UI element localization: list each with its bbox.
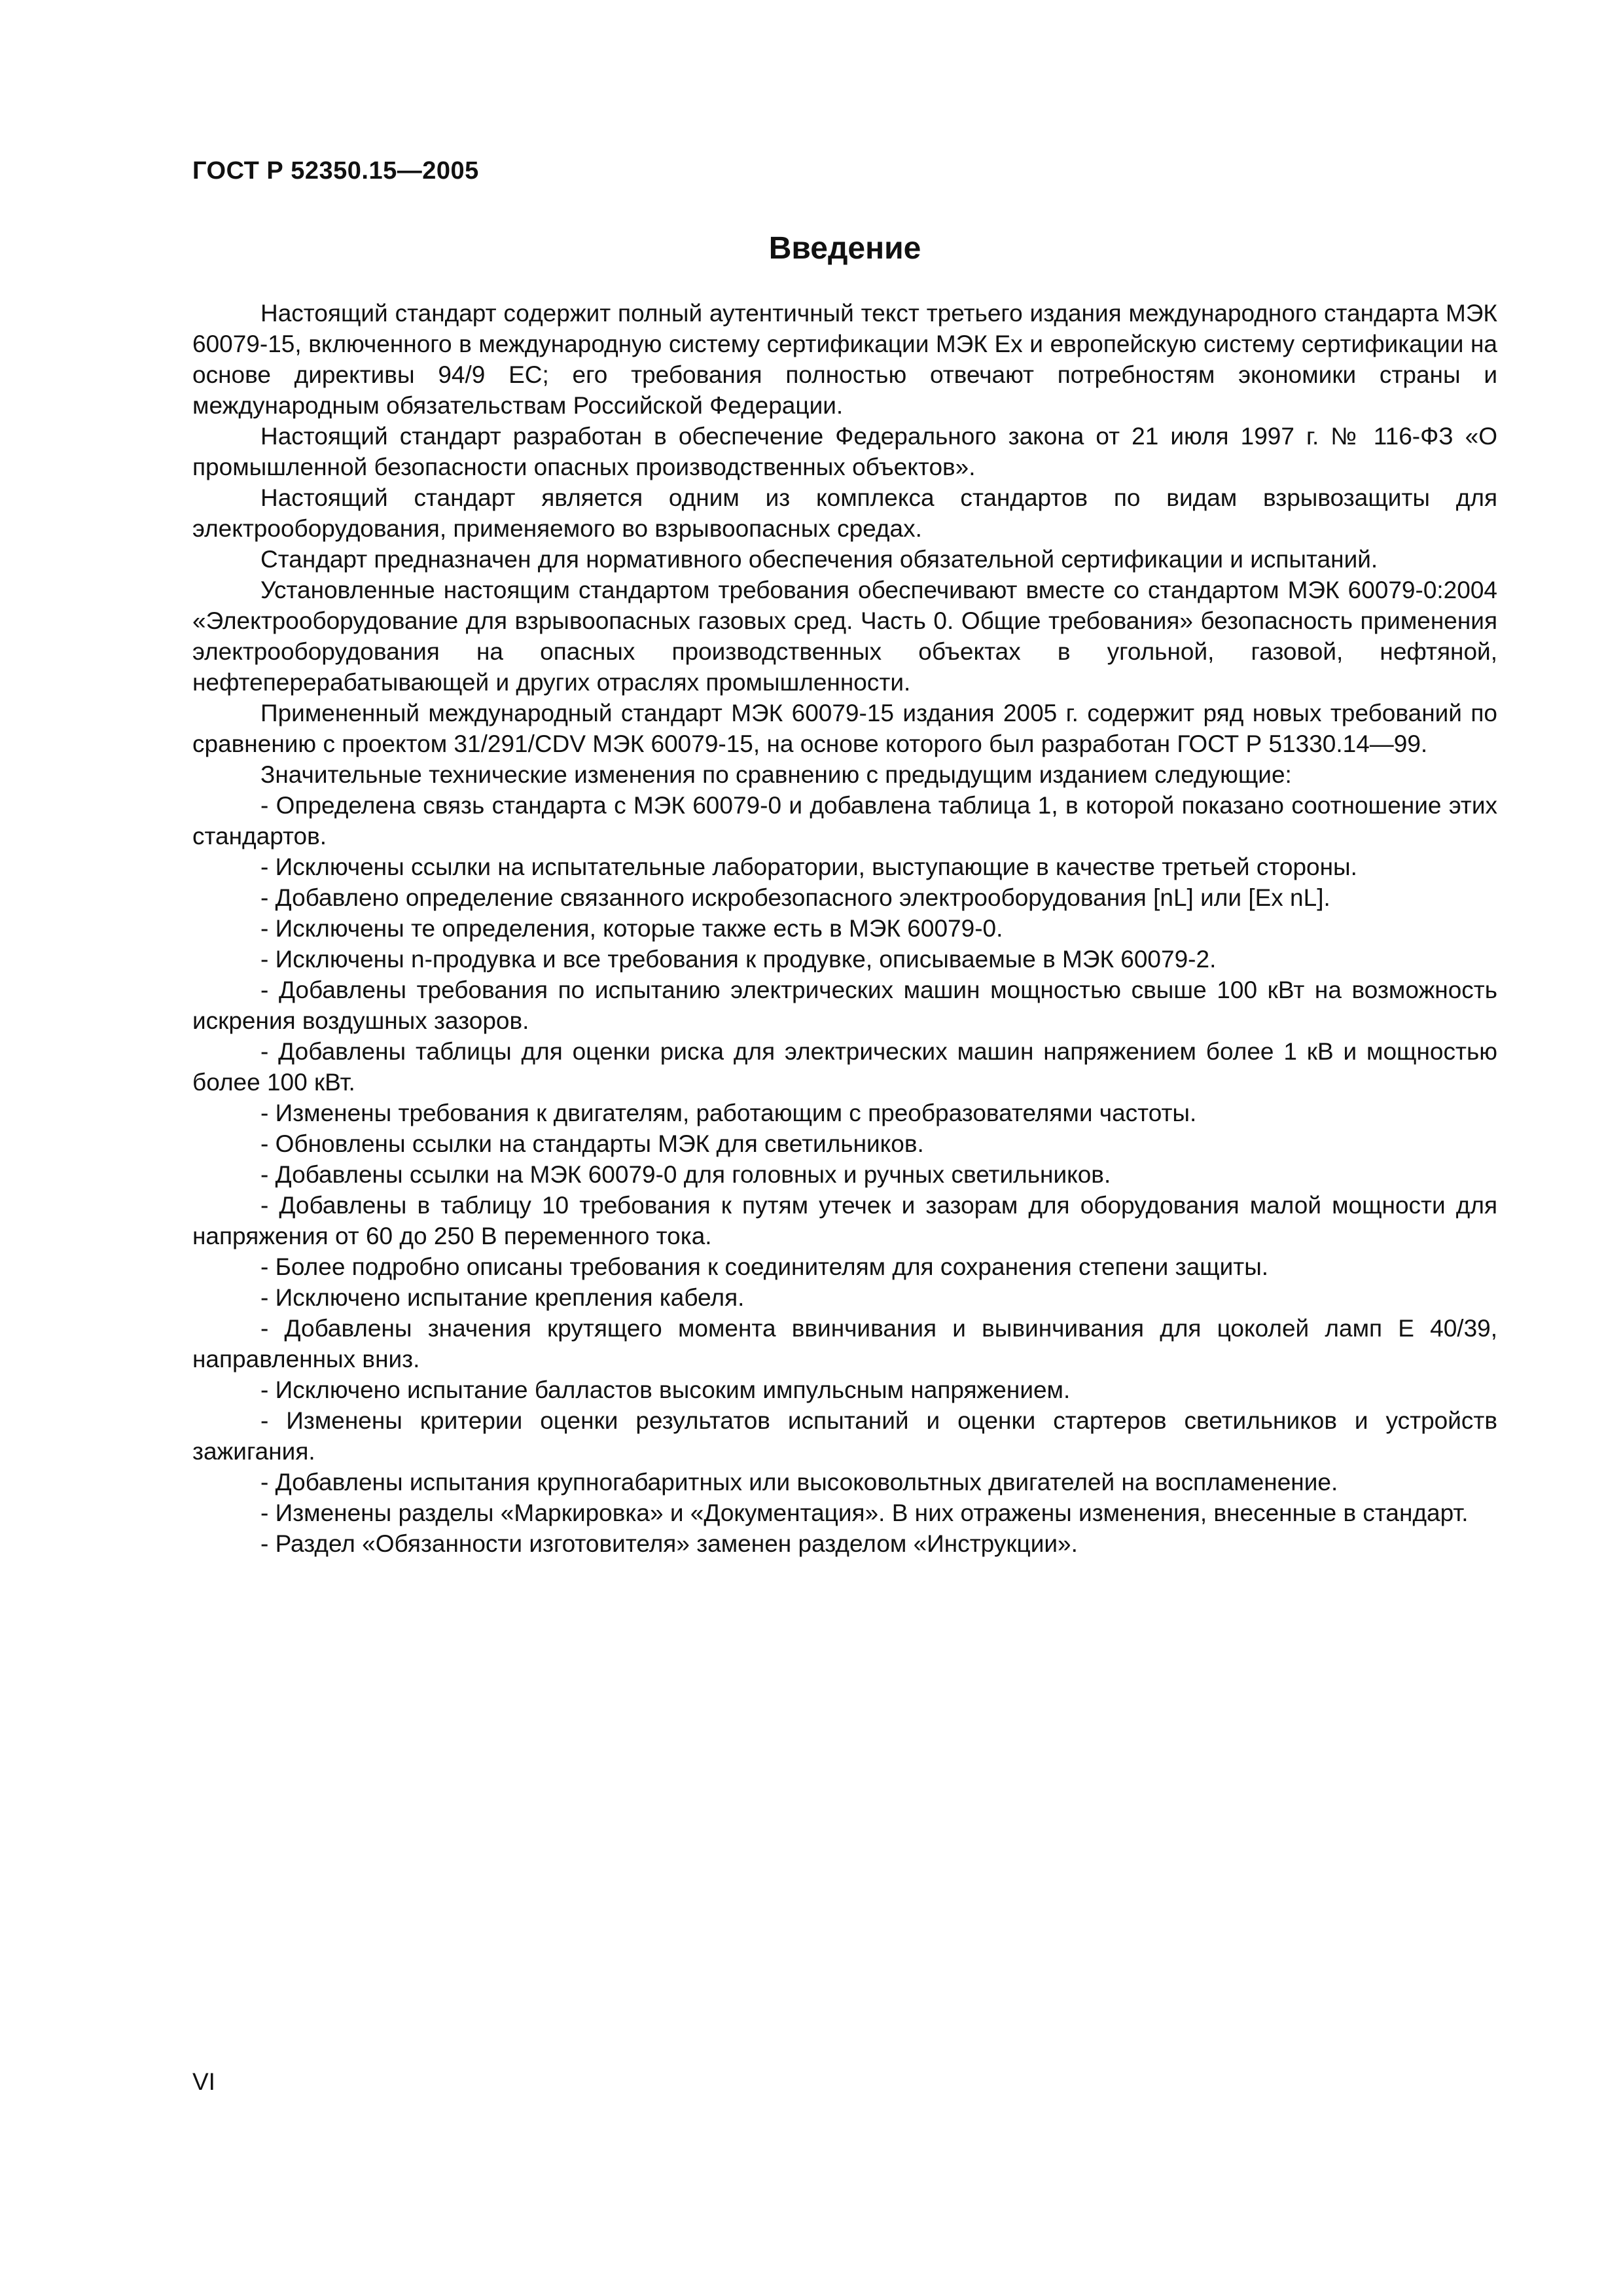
list-item: - Исключены ссылки на испытательные лаборатории, выступающие в качестве третьей стороны. (260, 853, 1357, 880)
paragraph: Настоящий стандарт разработан в обеспечение Федерального закона от 21 июля 1997 г. № 116-ФЗ «О промышленной безопасности опасных производственных объектов». (192, 423, 1497, 480)
list-item: - Добавлены таблицы для оценки риска для электрических машин напряжением более 1 кВ и мощностью более 100 кВт. (192, 1038, 1497, 1096)
paragraph: Установленные настоящим стандартом требования обеспечивают вместе со стандартом МЭК 60079-0:2004 «Электрооборудование для взрывоопасных газовых сред. Часть 0. Общие требования» безопасность применения электрооборудования на опасных производственных объектах в угольной, газовой, нефтяной, нефтеперерабатывающей и других отраслях промышленности. (192, 577, 1497, 696)
list-item: - Добавлены значения крутящего момента ввинчивания и вывинчивания для цоколей ламп Е 40/39, направленных вниз. (192, 1315, 1497, 1372)
list-item: - Определена связь стандарта с МЭК 60079-0 и добавлена таблица 1, в которой показано соотношение этих стандартов. (192, 792, 1497, 850)
body-text (192, 298, 1497, 1559)
paragraph: Примененный международный стандарт МЭК 60079-15 издания 2005 г. содержит ряд новых требований по сравнению с проектом 31/291/CDV МЭК 60079-15, на основе которого был разработан ГОСТ Р 51330.14—99. (192, 700, 1497, 757)
paragraph: Настоящий стандарт содержит полный аутентичный текст третьего издания международного стандарта МЭК 60079-15, включенного в международную систему сертификации МЭК Ex и европейскую систему сертификации на основе директивы 94/9 ЕС; его требования полностью отвечают потребностям экономики страны и международным обязательствам Российской Федерации. (192, 300, 1497, 419)
paragraph: Стандарт предназначен для нормативного обеспечения обязательной сертификации и испытаний. (260, 546, 1378, 573)
list-item: - Добавлены ссылки на МЭК 60079-0 для головных и ручных светильников. (260, 1161, 1111, 1188)
list-item: - Добавлены в таблицу 10 требования к путям утечек и зазорам для оборудования малой мощности для напряжения от 60 до 250 В переменного тока. (192, 1192, 1497, 1249)
list-item: - Добавлено определение связанного искробезопасного электрооборудования [nL] или [Ex nL]. (260, 884, 1330, 911)
list-item: - Изменены критерии оценки результатов испытаний и оценки стартеров светильников и устройств зажигания. (192, 1407, 1497, 1465)
list-item: - Исключено испытание крепления кабеля. (260, 1284, 745, 1311)
page-number: VI (192, 2068, 215, 2095)
list-item: - Изменены требования к двигателям, работающим с преобразователями частоты. (260, 1100, 1197, 1126)
section-title: Введение (768, 231, 921, 266)
list-item: - Исключены те определения, которые также есть в МЭК 60079-0. (260, 915, 1003, 942)
list-item: - Исключены n-продувка и все требования к продувке, описываемые в МЭК 60079-2. (260, 946, 1217, 973)
list-item: - Более подробно описаны требования к соединителям для сохранения степени защиты. (260, 1253, 1269, 1280)
list-item: - Добавлены требования по испытанию электрических машин мощностью свыше 100 кВт на возможность искрения воздушных зазоров. (192, 977, 1497, 1034)
list-item: - Раздел «Обязанности изготовителя» заменен разделом «Инструкции». (260, 1530, 1078, 1557)
list-item: - Изменены разделы «Маркировка» и «Документация». В них отражены изменения, внесенные в стандарт. (260, 1499, 1469, 1526)
list-item: - Обновлены ссылки на стандарты МЭК для светильников. (260, 1130, 924, 1157)
list-item: - Добавлены испытания крупногабаритных или высоковольтных двигателей на воспламенение. (260, 1469, 1338, 1496)
list-item: - Исключено испытание балластов высоким импульсным напряжением. (260, 1376, 1071, 1403)
paragraph: Настоящий стандарт является одним из комплекса стандартов по видам взрывозащиты для электрооборудования, применяемого во взрывоопасных средах. (192, 484, 1497, 542)
document-header: ГОСТ Р 52350.15—2005 (192, 157, 479, 185)
paragraph: Значительные технические изменения по сравнению с предыдущим изданием следующие: (260, 761, 1292, 788)
